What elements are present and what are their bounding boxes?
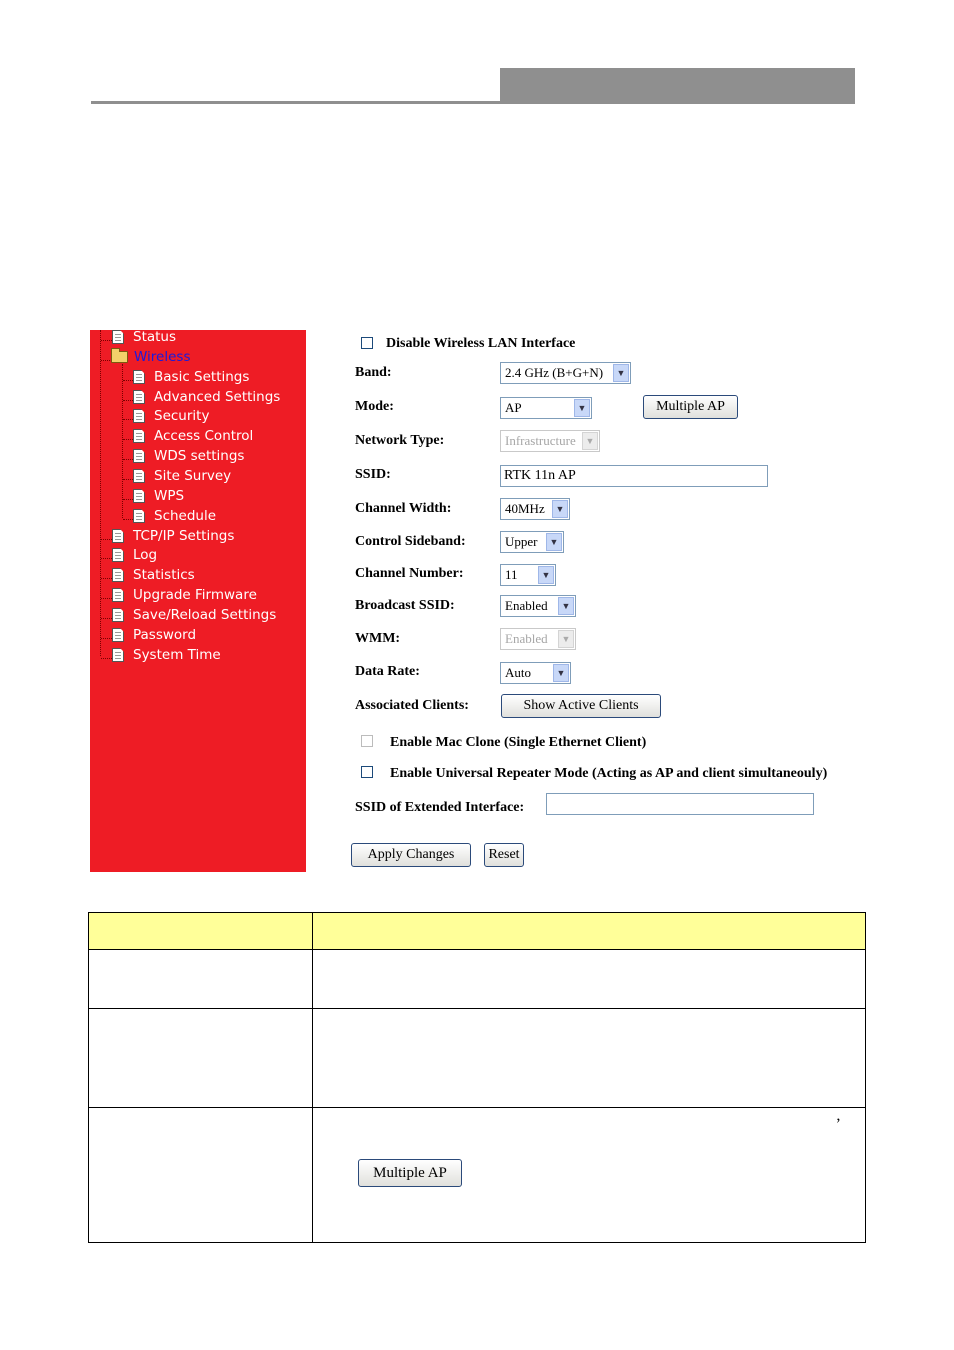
- wmm-label: WMM:: [355, 631, 401, 646]
- disable-wlan-label: Disable Wireless LAN Interface: [386, 336, 576, 351]
- network-type-label: Network Type:: [355, 433, 445, 448]
- tree-line: [123, 419, 133, 420]
- document-icon: [133, 409, 145, 423]
- table-cell: [313, 1108, 866, 1243]
- tree-line: [123, 459, 133, 460]
- document-icon: [133, 489, 145, 503]
- nav-item-label: Advanced Settings: [154, 388, 281, 405]
- chevron-down-icon[interactable]: ▼: [538, 566, 554, 584]
- nav-item-label: Security: [154, 408, 210, 425]
- tree-line: [123, 400, 133, 401]
- apply-changes-button[interactable]: Apply Changes: [351, 843, 471, 867]
- multiple-ap-button-sample[interactable]: Multiple AP: [358, 1159, 462, 1187]
- document-icon: [112, 529, 124, 543]
- nav-item-access-control[interactable]: [133, 426, 253, 446]
- tree-line: [101, 598, 112, 599]
- folder-open-icon: [111, 351, 128, 363]
- channel-width-value: 40MHz: [505, 501, 545, 516]
- chevron-down-icon[interactable]: ▼: [552, 500, 568, 518]
- tree-line: [101, 539, 112, 540]
- ssid-extended-label: SSID of Extended Interface:: [355, 800, 525, 815]
- ssid-extended-input[interactable]: [546, 793, 814, 815]
- broadcast-ssid-value: Enabled: [505, 598, 548, 613]
- document-icon: [133, 429, 145, 443]
- header-rule: [91, 101, 855, 104]
- data-rate-label: Data Rate:: [355, 664, 420, 679]
- tree-line: [123, 519, 133, 520]
- control-sideband-value: Upper: [505, 534, 538, 549]
- tree-line: [101, 558, 112, 559]
- nav-item-label: Schedule: [154, 507, 217, 524]
- table-cell: [313, 950, 866, 1009]
- nav-item-label: Password: [133, 626, 197, 643]
- nav-item-label: WDS settings: [154, 448, 245, 465]
- tree-line: [100, 330, 101, 656]
- channel-number-select[interactable]: [500, 564, 556, 586]
- tree-line: [123, 479, 133, 480]
- nav-item-save-reload-settings[interactable]: [112, 605, 276, 625]
- document-icon: [133, 509, 145, 523]
- wmm-select: [500, 628, 576, 650]
- channel-width-label: Channel Width:: [355, 501, 452, 516]
- chevron-down-icon[interactable]: ▼: [574, 399, 590, 417]
- document-icon: [133, 390, 145, 404]
- nav-item-label: Site Survey: [154, 467, 232, 484]
- mode-label: Mode:: [355, 399, 394, 414]
- tree-line: [101, 638, 112, 639]
- nav-item-statistics[interactable]: [112, 565, 195, 585]
- band-value: 2.4 GHz (B+G+N): [505, 365, 604, 380]
- tree-line: [123, 499, 133, 500]
- tree-line: [101, 658, 112, 659]
- document-icon: [112, 548, 124, 562]
- network-type-select: [500, 430, 600, 452]
- table-row: [89, 950, 866, 1009]
- table-cell: [89, 950, 313, 1009]
- document-icon: [112, 648, 124, 662]
- document-icon: [112, 588, 124, 602]
- nav-item-label: Upgrade Firmware: [133, 587, 257, 604]
- tree-line: [101, 578, 112, 579]
- nav-item-label: Basic Settings: [154, 368, 250, 385]
- nav-item-label: Access Control: [154, 428, 254, 445]
- nav-item-wireless[interactable]: [111, 347, 191, 367]
- nav-item-system-time[interactable]: [112, 645, 221, 665]
- chevron-down-icon: ▼: [558, 630, 574, 648]
- document-icon: [133, 370, 145, 384]
- broadcast-ssid-select[interactable]: [500, 595, 576, 617]
- header-bar: [500, 68, 855, 104]
- nav-item-label: Log: [133, 547, 158, 564]
- table-cell: [89, 1009, 313, 1108]
- tree-line: [101, 340, 112, 341]
- data-rate-select[interactable]: [500, 662, 571, 684]
- band-select[interactable]: [500, 362, 631, 384]
- wmm-value: Enabled: [505, 631, 548, 646]
- tree-line: [123, 439, 133, 440]
- nav-item-label: Status: [133, 330, 177, 345]
- channel-width-select[interactable]: [500, 498, 570, 520]
- chevron-down-icon[interactable]: ▼: [558, 597, 574, 615]
- chevron-down-icon[interactable]: ▼: [553, 664, 569, 682]
- nav-item-status[interactable]: [112, 330, 176, 347]
- document-icon: [112, 608, 124, 622]
- table-header-cell: [89, 913, 313, 950]
- document-icon: [133, 449, 145, 463]
- broadcast-ssid-label: Broadcast SSID:: [355, 598, 455, 613]
- data-rate-value: Auto: [505, 665, 531, 680]
- nav-item-label: TCP/IP Settings: [133, 527, 235, 544]
- mode-value: AP: [505, 400, 522, 415]
- nav-tree: [90, 330, 306, 872]
- chevron-down-icon: ▼: [582, 432, 598, 450]
- tree-line: [123, 380, 133, 381]
- show-active-clients-button[interactable]: Show Active Clients: [501, 694, 661, 718]
- channel-number-value: 11: [505, 567, 518, 582]
- nav-item-log[interactable]: [112, 545, 157, 565]
- nav-item-label: System Time: [133, 646, 221, 663]
- mode-select[interactable]: [500, 397, 592, 419]
- nav-item-label: WPS: [154, 487, 185, 504]
- band-label: Band:: [355, 365, 392, 380]
- document-icon: [112, 568, 124, 582]
- table-comma: ’: [835, 1116, 841, 1133]
- chevron-down-icon[interactable]: ▼: [613, 364, 629, 382]
- nav-item-label: Save/Reload Settings: [133, 606, 277, 623]
- universal-repeater-label: Enable Universal Repeater Mode (Acting as AP and client simultaneouly): [390, 766, 828, 781]
- description-table: [88, 912, 866, 1243]
- nav-item-tcp-ip-settings[interactable]: [112, 526, 234, 546]
- mac-clone-label: Enable Mac Clone (Single Ethernet Client): [390, 735, 647, 750]
- document-icon: [133, 469, 145, 483]
- table-cell: [313, 1009, 866, 1108]
- table-cell: [89, 1108, 313, 1243]
- nav-item-basic-settings[interactable]: [133, 367, 249, 387]
- network-type-value: Infrastructure: [505, 433, 576, 448]
- nav-item-security[interactable]: [133, 406, 209, 426]
- tree-line: [101, 618, 112, 619]
- nav-item-password[interactable]: [112, 625, 196, 645]
- mac-clone-checkbox: [361, 735, 373, 747]
- nav-item-wds-settings[interactable]: [133, 446, 244, 466]
- control-sideband-select[interactable]: [500, 531, 564, 553]
- multiple-ap-button[interactable]: Multiple AP: [643, 395, 738, 419]
- table-header-row: [89, 913, 866, 950]
- table-header-cell: [313, 913, 866, 950]
- nav-item-schedule[interactable]: [133, 506, 216, 526]
- table-row: [89, 1108, 866, 1243]
- chevron-down-icon[interactable]: ▼: [546, 533, 562, 551]
- nav-item-advanced-settings[interactable]: [133, 387, 280, 407]
- channel-number-label: Channel Number:: [355, 566, 464, 581]
- table-row: [89, 1009, 866, 1108]
- control-sideband-label: Control Sideband:: [355, 534, 466, 549]
- nav-item-label: Statistics: [133, 567, 195, 584]
- universal-repeater-checkbox[interactable]: [361, 766, 373, 778]
- document-icon: [112, 330, 124, 344]
- nav-item-wps[interactable]: [133, 486, 184, 506]
- tree-line: [122, 364, 123, 518]
- reset-button[interactable]: Reset: [484, 843, 524, 867]
- document-icon: [112, 628, 124, 642]
- disable-wlan-checkbox[interactable]: [361, 337, 373, 349]
- nav-item-label: Wireless: [134, 348, 191, 365]
- nav-item-site-survey[interactable]: [133, 466, 231, 486]
- ssid-input[interactable]: RTK 11n AP: [500, 465, 768, 487]
- nav-item-upgrade-firmware[interactable]: [112, 585, 257, 605]
- ssid-label: SSID:: [355, 467, 391, 482]
- associated-clients-label: Associated Clients:: [355, 698, 469, 713]
